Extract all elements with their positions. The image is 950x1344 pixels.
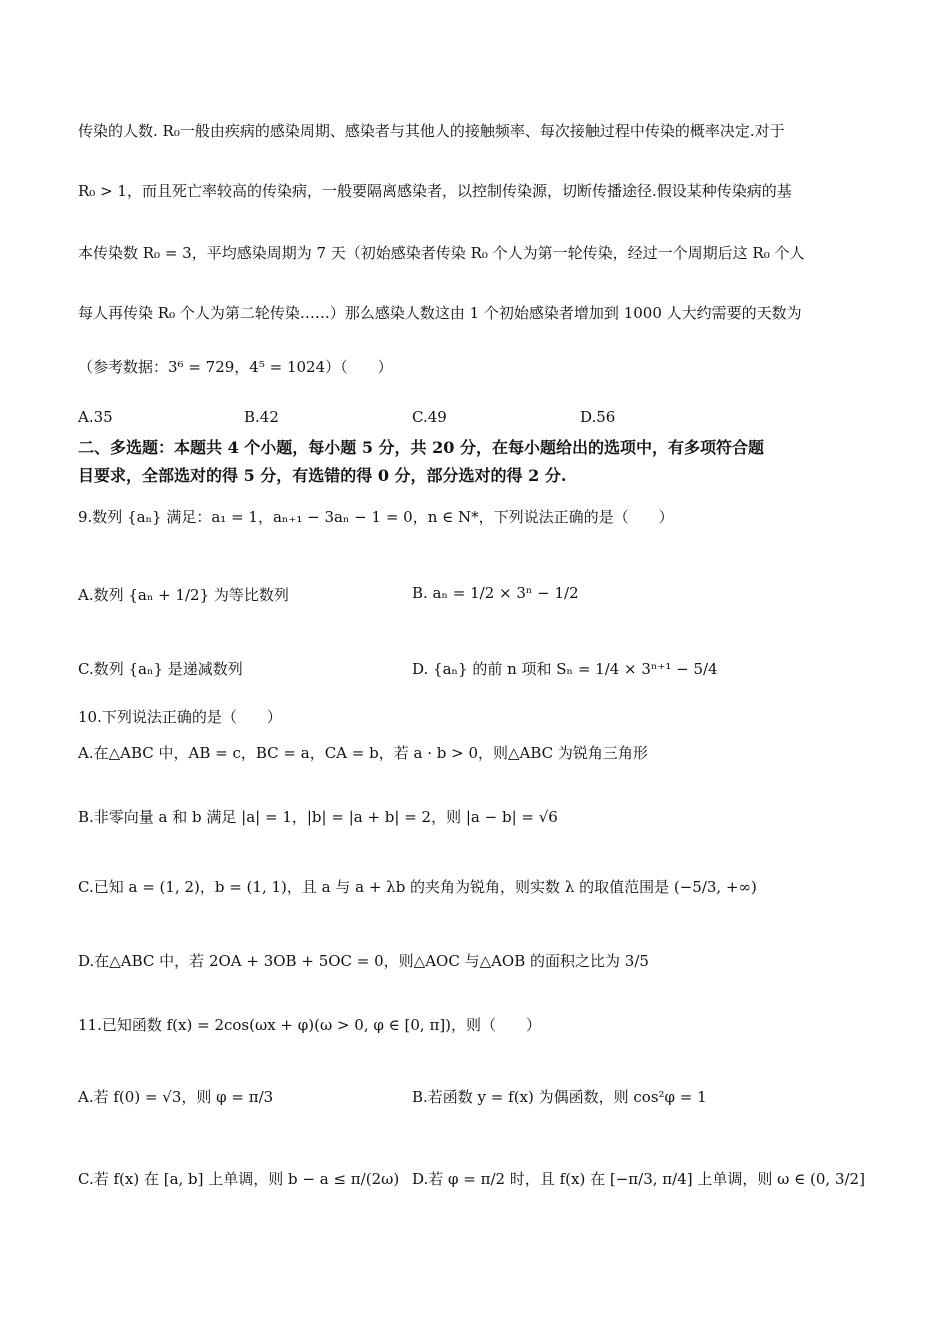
- q10-option-c: C.已知 a = (1, 2)，b = (1, 1)，且 a 与 a + λb 的夹角为锐角，则实数 λ 的取值范围是 (−5/3, +∞): [78, 878, 757, 896]
- q8-option-a: A.35: [78, 408, 113, 426]
- q11-option-d: D.若 φ = π/2 时，且 f(x) 在 [−π/3, π/4] 上单调，则 ω ∈ (0, 3/2]: [412, 1170, 865, 1188]
- q10-option-d: D.在△ABC 中，若 2OA + 3OB + 5OC = 0，则△AOC 与△AOB 的面积之比为 3/5: [78, 952, 649, 970]
- q9-option-b: B. aₙ = 1/2 × 3ⁿ − 1/2: [412, 584, 579, 602]
- q8-line4: 每人再传染 R₀ 个人为第二轮传染……）那么感染人数这由 1 个初始感染者增加到 1000 人大约需要的天数为: [78, 304, 802, 322]
- q11-option-b: B.若函数 y = f(x) 为偶函数，则 cos²φ = 1: [412, 1088, 707, 1106]
- q9-stem: 9.数列 {aₙ} 满足：a₁ = 1，aₙ₊₁ − 3aₙ − 1 = 0，n ∈ N*，下列说法正确的是（ ）: [78, 508, 674, 526]
- q8-line2: R₀ > 1，而且死亡率较高的传染病，一般要隔离感染者，以控制传染源，切断传播途径.假设某种传染病的基: [78, 182, 792, 200]
- q11-stem: 11.已知函数 f(x) = 2cos(ωx + φ)(ω > 0, φ ∈ [0, π])，则（ ）: [78, 1016, 542, 1034]
- q8-option-b: B.42: [244, 408, 279, 426]
- q11-option-a: A.若 f(0) = √3，则 φ = π/3: [78, 1088, 274, 1106]
- q10-option-b: B.非零向量 a 和 b 满足 |a| = 1，|b| = |a + b| = 2，则 |a − b| = √6: [78, 808, 558, 826]
- q8-line3: 本传染数 R₀ = 3，平均感染周期为 7 天（初始感染者传染 R₀ 个人为第一轮传染，经过一个周期后这 R₀ 个人: [78, 244, 805, 262]
- q8-line5: （参考数据：3⁶ = 729，4⁵ = 1024）（ ）: [78, 358, 393, 376]
- q9-option-c: C.数列 {aₙ} 是递减数列: [78, 660, 243, 678]
- q10-stem: 10.下列说法正确的是（ ）: [78, 708, 282, 726]
- section2-heading-line2: 目要求，全部选对的得 5 分，有选错的得 0 分，部分选对的得 2 分.: [78, 466, 567, 485]
- q10-option-a: A.在△ABC 中，AB = c，BC = a，CA = b，若 a · b > 0，则△ABC 为锐角三角形: [78, 744, 648, 762]
- q8-options: [78, 408, 898, 430]
- q9-option-a: A.数列 {aₙ + 1/2} 为等比数列: [78, 586, 289, 604]
- q8-option-d: D.56: [580, 408, 616, 426]
- section2-heading-line1: 二、多选题：本题共 4 个小题，每小题 5 分，共 20 分，在每小题给出的选项中，有多项符合题: [78, 438, 764, 457]
- q8-option-c: C.49: [412, 408, 447, 426]
- q11-option-c: C.若 f(x) 在 [a, b] 上单调，则 b − a ≤ π/(2ω): [78, 1170, 400, 1188]
- q8-line1: 传染的人数. R₀一般由疾病的感染周期、感染者与其他人的接触频率、每次接触过程中传染的概率决定.对于: [78, 122, 785, 140]
- q9-option-d: D. {aₙ} 的前 n 项和 Sₙ = 1/4 × 3ⁿ⁺¹ − 5/4: [412, 660, 718, 678]
